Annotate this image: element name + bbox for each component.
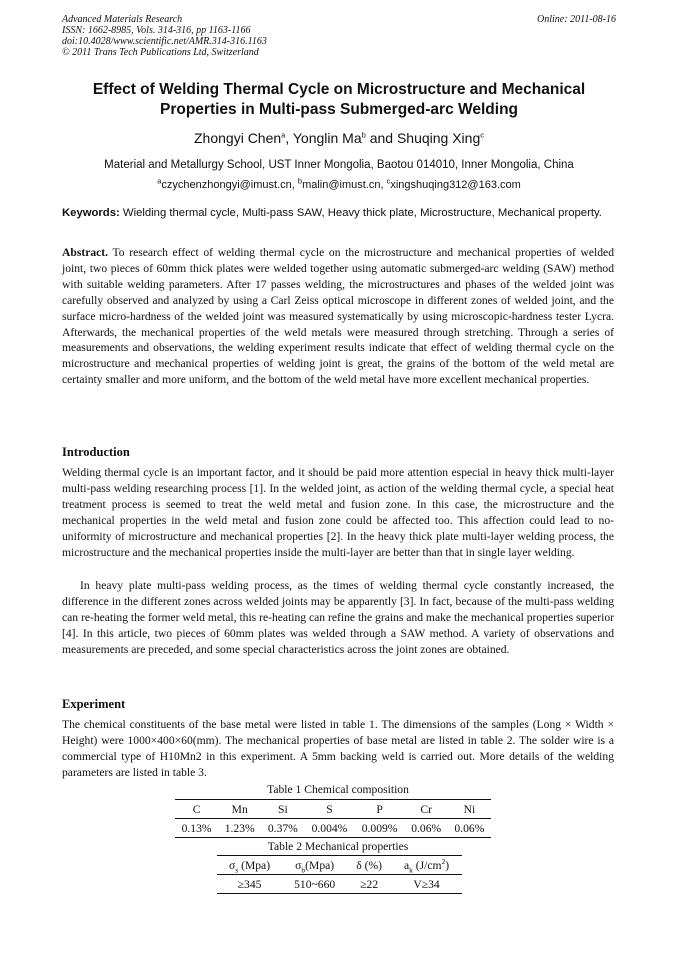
header-unit: (Mpa) [305,858,335,872]
email-c-mark: c [386,176,391,186]
email-b-mark: b [297,176,303,186]
table-1-caption: Table 1 Chemical composition [267,783,409,796]
header-unit: (Mpa) [238,858,271,872]
table-cell: 0.37% [267,821,298,835]
chemical-composition-table [175,799,491,838]
table-header-cell: C [175,800,218,819]
header-symbol: σ [295,858,302,872]
title-line-2: Properties in Multi-pass Submerged-arc Welding [160,101,518,118]
header-close-paren: ) [445,858,450,872]
online-date: Online: 2011-08-16 [537,14,616,25]
table-cell: 0.06% [454,821,485,835]
table-header-cell: S [304,800,354,819]
table-2-header-row [217,856,462,875]
title-line-1: Effect of Welding Thermal Cycle on Microstructure and Mechanical [92,81,586,98]
affiliation: Material and Metallurgy School, UST Inner Mongolia, Baotou 014010, Inner Mongolia, China [104,159,574,171]
copyright-line: © 2011 Trans Tech Publications Ltd, Switzerland [62,47,259,58]
email-b: malin@imust.cn [302,179,381,191]
table-1-value-row [175,819,491,838]
author-1: Zhongyi Chen [194,130,282,146]
introduction-paragraph-1: Welding thermal cycle is an important factor, and it should be paid more attention especial in heavy thick multi-layer multi-pass welding researching process [1]. In the welded joint, as action of the welding thermal cycle, a special heat treatment process is seemed to treat the weld metal and fusion zone. In this case, the microstructure and the mechanical properties in the weld metal and fusion zone could be affected too. This affection could lead to no-uniformity of microstructure and mechanical properties [2]. In the heavy thick plate multi-layer welding process, the microstructure and the mechanical properties inside the multi-layer are better than that in single layer welding. [62,466,614,559]
table-2-value-row [217,875,462,894]
keywords-paragraph [62,206,614,221]
introduction-paragraph-2: In heavy plate multi-pass welding process, as the times of welding thermal cycle constantly increased, the difference in the different zones across welded joints may be apparently [3]. In fact, because of the multi-pass welding can re-heating the former weld metal, this re-heating can refine the grains and make the mechanical properties superior [4]. In this article, two pieces of 60mm plates was welded through a SAW method. A variety of observations and measurements are preceded, and some special characteristics across the joint zones are obtained. [62,579,614,656]
header-symbol: a [403,858,410,872]
keywords-label: Keywords: [62,207,120,219]
author-2-mark: b [361,130,366,140]
table-cell: 0.06% [411,821,442,835]
abstract-paragraph [62,245,614,388]
author-list: Zhongyi Chen$^a$, Yonglin Ma$^b$ and Shuqing Xing$^c$ [194,130,484,146]
experiment-heading: Experiment [62,697,126,711]
table-2-caption: Table 2 Mechanical properties [267,840,409,853]
paper-title [62,80,616,120]
abstract-text: To research effect of welding thermal cycle on the microstructure and mechanical properties of welded joint, two pieces of 60mm thick plates were welded together using automatic submerged-arc welding (SAW) method with suitable welding parameters. After 17 passes welding, the microstructures and phases of the welded joint was carefully observed and analyzed by using a Carl Zeiss optical microscope in different zones of welded joint, and the surface micro-hardness of the welded joint was measured systematically by using microscopic-hardness tester Lycra. Afterwards, the mechanical properties of the weld metals were measured through stretching. Through a series of measurements and observations, the welding experiment results indicate that effect of welding thermal cycle on the microstructure and mechanical properties of welding joint is great, the grains of the bottom of the weld metal are certainty smaller and more uniform, and the bottom of the weld metal have more excellent mechanical properties. [62,246,614,387]
table-header-cell: Ni [448,800,491,819]
abstract-label: Abstract. [62,246,109,259]
journal-header [62,14,616,58]
table-header-cell [217,856,282,875]
table-header-cell: Mn [218,800,261,819]
author-3: Shuqing Xing [396,130,481,146]
table-cell: V≥34 [413,877,440,891]
header-subscript: k [409,864,413,874]
email-a-mark: a [157,176,162,186]
table-cell: 510~660 [294,877,336,891]
table-cell: 1.23% [224,821,255,835]
table-header-cell: P [355,800,405,819]
table-header-cell: δ (%) [347,856,391,875]
email-a: czychenzhongyi@imust.cn [161,179,292,191]
header-subscript: s [235,864,239,874]
keywords-text: Wielding thermal cycle, Multi-pass SAW, Heavy thick plate, Microstructure, Mechanical property. [119,207,602,219]
author-1-mark: a [281,130,286,140]
table-cell: 0.009% [361,821,398,835]
table-header-cell: Si [261,800,304,819]
author-3-mark: c [480,130,484,140]
email-c: xingshuqing312@163.com [390,179,521,191]
introduction-heading: Introduction [62,445,130,459]
table-header-cell [391,856,462,875]
table-cell: 0.004% [311,821,348,835]
header-subscript: b [301,864,306,874]
header-symbol: σ [229,858,236,872]
table-header-cell [282,856,347,875]
author-and: and [365,130,397,146]
experiment-paragraph-1: The chemical constituents of the base metal were listed in table 1. The dimensions of the samples (Long × Width × Height) were 1000×400×60(mm). The mechanical properties of base metal are listed in table 2. The solder wire is a commercial type of H10Mn2 in this experiment. A 5mm backing weld is carried out. More details of the welding parameters are listed in table 3. [62,718,614,779]
mechanical-properties-table [217,855,462,894]
doi-line: doi:10.4028/www.scientific.net/AMR.314-316.1163 [62,36,267,47]
header-superscript: 2 [441,856,446,866]
journal-name: Advanced Materials Research [62,14,183,25]
table-cell: ≥345 [237,877,262,891]
table-header-cell: Cr [405,800,448,819]
email-list: $^a$czychenzhongyi@imust.cn, $^b$malin@imust.cn, $^c$xingshuqing312@163.com [157,176,521,191]
issn-line: ISSN: 1662-8985, Vols. 314-316, pp 1163-1166 [62,25,251,36]
table-cell: ≥22 [360,877,379,891]
header-unit: (J/cm [412,858,442,872]
table-1-header-row [175,800,491,819]
author-2: Yonglin Ma [292,130,362,146]
table-cell: 0.13% [181,821,212,835]
